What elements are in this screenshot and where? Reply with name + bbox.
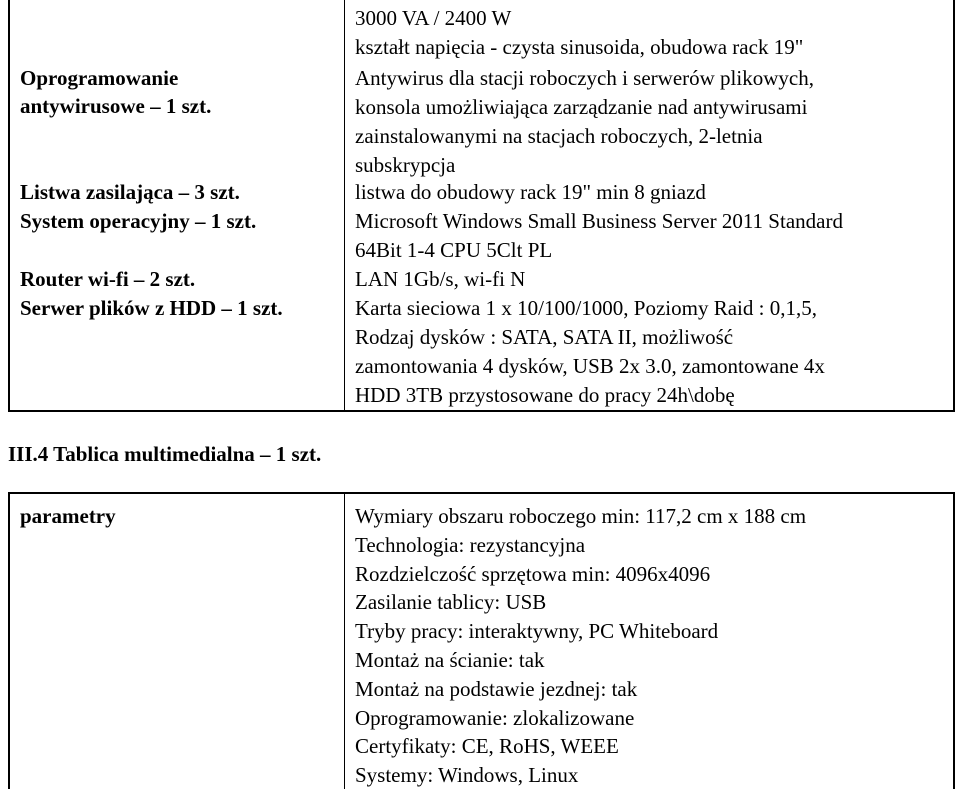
row-label: System operacyjny – 1 szt. [20,209,257,233]
list-item: Rozdzielczość sprzętowa min: 4096x4096 [355,561,711,586]
list-item: Oprogramowanie: zlokalizowane [355,705,635,730]
row-value: LAN 1Gb/s, wi-fi N [355,267,526,291]
row-label: Listwa zasilająca – 3 szt. [20,180,240,204]
parameters-list [355,502,806,790]
list-item: Montaż na podstawie jezdnej: tak [355,676,638,701]
list-item: Certyfikaty: CE, RoHS, WEEE [355,734,619,759]
list-item: Tryby pracy: interaktywny, PC Whiteboard [355,619,719,644]
row-value: listwa do obudowy rack 19" min 8 gniazd [355,180,706,204]
row-value: Antywirus dla stacji roboczych i serwerów plikowych, konsola umożliwiająca zarządzanie nad antywirusami zainstalowanymi na stacjach roboczych, 2-letnia subskrypcja [355,66,814,177]
row-value: Microsoft Windows Small Business Server 2011 Standard 64Bit 1-4 CPU 5Clt PL [355,209,843,262]
spec-table [8,0,955,412]
list-item: Zasilanie tablicy: USB [355,590,547,615]
parameters-table [8,492,955,789]
row-label: Oprogramowanie antywirusowe – 1 szt. [20,66,212,118]
column-divider [344,494,345,789]
list-item: Montaż na ścianie: tak [355,647,545,672]
column-divider [344,0,345,410]
row-label: Router wi-fi – 2 szt. [20,267,196,291]
row-value: 3000 VA / 2400 W kształt napięcia - czysta sinusoida, obudowa rack 19" [355,6,804,59]
parameters-label: parametry [20,504,116,528]
list-item: Systemy: Windows, Linux [355,763,579,788]
row-value: Karta sieciowa 1 x 10/100/1000, Poziomy Raid : 0,1,5, Rodzaj dysków : SATA, SATA II, możliwość zamontowania 4 dysków, USB 2x 3.0, zamontowane 4x HDD 3TB przystosowane do pracy 24h\dobę [355,296,825,407]
section-heading: III.4 Tablica multimedialna – 1 szt. [8,442,322,466]
list-item: Technologia: rezystancyjna [355,532,586,557]
list-item: Wymiary obszaru roboczego min: 117,2 cm x 188 cm [355,504,807,528]
row-label: Serwer plików z HDD – 1 szt. [20,296,283,320]
